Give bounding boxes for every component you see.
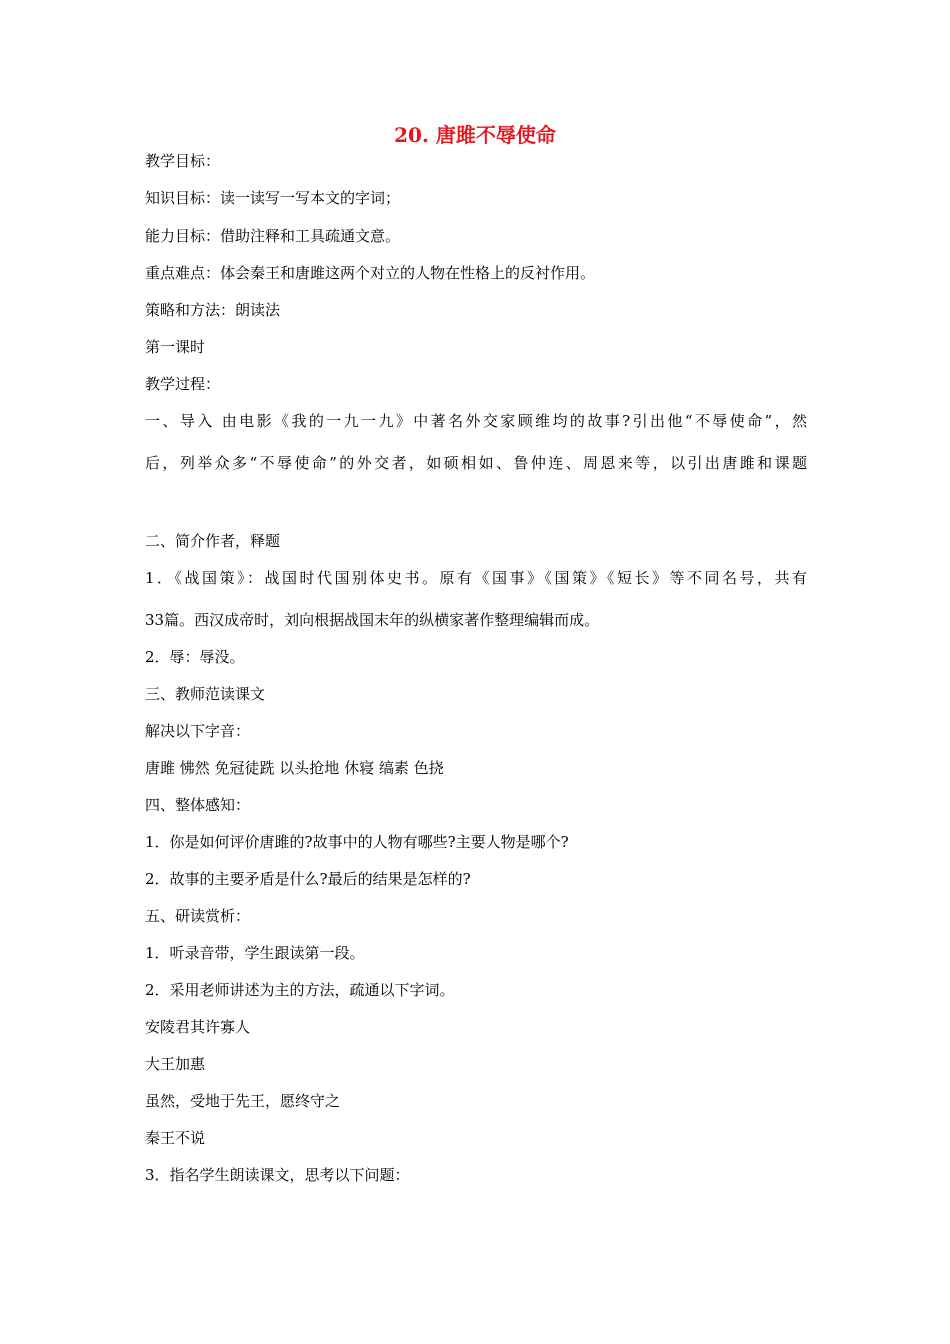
key-difficulty: 重点难点：体会秦王和唐雎这两个对立的人物在性格上的反衬作用。 bbox=[145, 264, 596, 282]
knowledge-goal: 知识目标：读一读写一写本文的字词； bbox=[145, 189, 401, 207]
phrase-1: 安陵君其许寡人 bbox=[145, 1018, 251, 1036]
phrase-3: 虽然，受地于先王，愿终守之 bbox=[145, 1092, 341, 1110]
section-2-item-2: 2．辱：辱没。 bbox=[145, 648, 245, 666]
process-heading: 教学过程： bbox=[145, 375, 221, 393]
section-5-item-1: 1．听录音带，学生跟读第一段。 bbox=[145, 944, 365, 962]
section-4-item-2: 2．故事的主要矛盾是什么?最后的结果是怎样的? bbox=[145, 870, 471, 888]
document-title: 20. 唐雎不辱使命 bbox=[394, 123, 556, 147]
section-3-heading: 三、教师范读课文 bbox=[145, 685, 266, 703]
pronunciation-words: 唐雎 怫然 免冠徒跣 以头抢地 休寝 缟素 色挠 bbox=[145, 759, 444, 777]
section-2-heading: 二、简介作者，释题 bbox=[145, 532, 281, 550]
section-4-heading: 四、整体感知： bbox=[145, 796, 251, 814]
section-2-item-1-line-2: 33篇。西汉成帝时，刘向根据战国末年的纵横家著作整理编辑而成。 bbox=[145, 611, 600, 629]
pronunciation-heading: 解决以下字音： bbox=[145, 722, 251, 740]
section-5-item-3: 3．指名学生朗读课文，思考以下问题： bbox=[145, 1166, 410, 1184]
intro-line-1: 一、导入 由电影《我的一九一九》中著名外交家顾维均的故事?引出他“不辱使命”，然 bbox=[145, 412, 807, 430]
strategy: 策略和方法：朗读法 bbox=[145, 301, 281, 319]
section-2-item-1 bbox=[145, 557, 807, 641]
phrase-2: 大王加惠 bbox=[145, 1055, 206, 1073]
intro-line-2: 后，列举众多“不辱使命”的外交者，如硕相如、鲁仲连、周恩来等，以引出唐雎和课题 bbox=[145, 454, 807, 472]
first-lesson: 第一课时 bbox=[145, 338, 206, 356]
intro-paragraph bbox=[145, 400, 807, 484]
section-4-item-1: 1．你是如何评价唐雎的?故事中的人物有哪些?主要人物是哪个? bbox=[145, 833, 569, 851]
section-5-item-2: 2．采用老师讲述为主的方法，疏通以下字词。 bbox=[145, 981, 455, 999]
ability-goal: 能力目标：借助注释和工具疏通文意。 bbox=[145, 227, 401, 245]
section-2-item-1-line-1: 1．《战国策》：战国时代国别体史书。原有《国事》《国策》《短长》等不同名号，共有 bbox=[145, 569, 807, 587]
phrase-4: 秦王不说 bbox=[145, 1129, 206, 1147]
goals-heading: 教学目标： bbox=[145, 152, 221, 170]
section-5-heading: 五、研读赏析： bbox=[145, 907, 251, 925]
